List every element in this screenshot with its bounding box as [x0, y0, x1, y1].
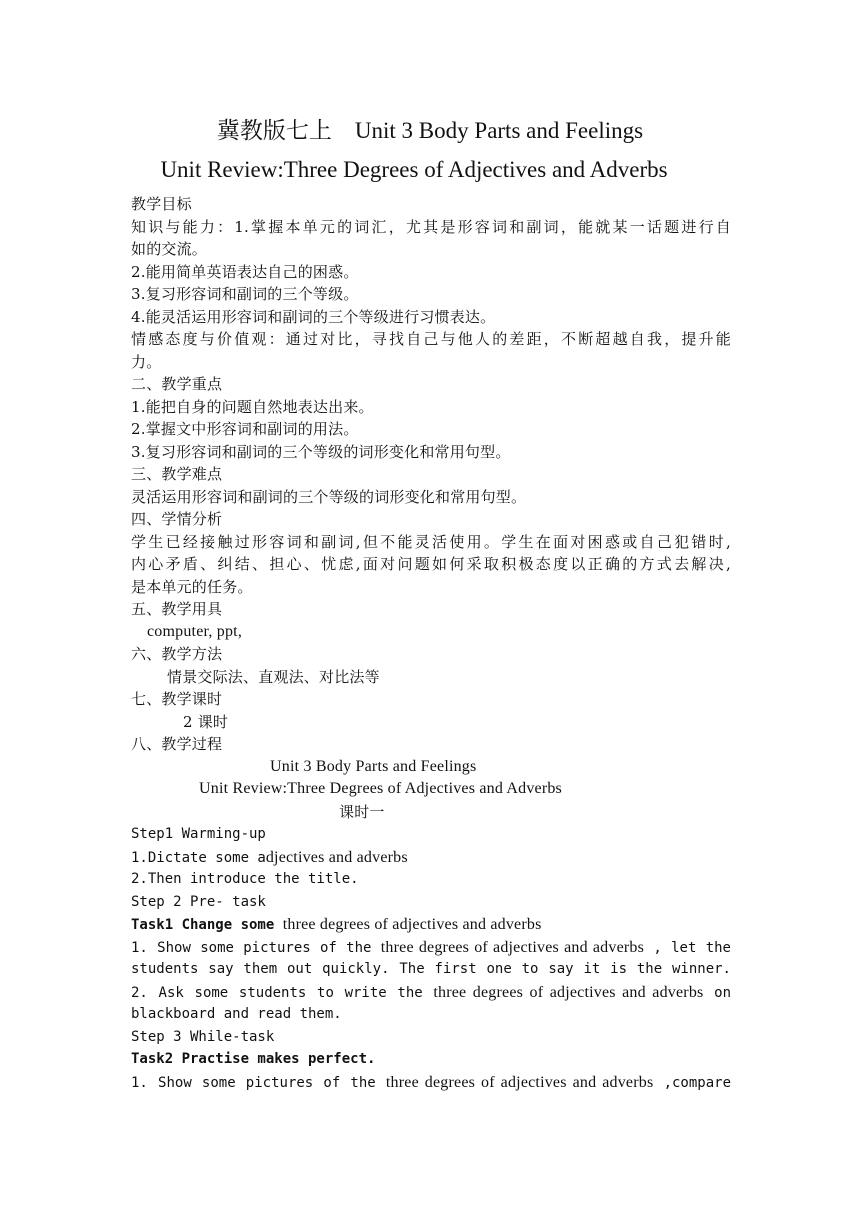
step-heading: Step 3 While-task: [131, 1028, 275, 1045]
analysis-line: 是本单元的任务。: [131, 577, 253, 596]
keypoints-line: 1.能把自身的问题自然地表达出来。: [131, 397, 374, 416]
process-heading: 八、教学过程: [131, 735, 223, 753]
difficulties-heading: 三、教学难点: [131, 465, 223, 483]
task-line: 1. Show some pictures of the three degrees of adjectives and adverbs , let the: [131, 938, 731, 956]
goals-line: 知识与能力：1.掌握本单元的词汇，尤其是形容词和副词，能就某一话题进行自: [131, 217, 731, 236]
task-line: 1. Show some pictures of the three degrees of adjectives and adverbs ,compare: [131, 1073, 731, 1091]
goals-line: 2.能用简单英语表达自己的困惑。: [131, 262, 359, 281]
lesson-label: 课时一: [339, 802, 385, 821]
task-heading: Task1 Change some three degrees of adjectives and adverbs: [131, 916, 542, 933]
process-title: Unit 3 Body Parts and Feelings: [270, 757, 477, 775]
document-body: [131, 193, 731, 1093]
keypoints-line: 2.掌握文中形容词和副词的用法。: [131, 420, 359, 438]
goals-line: 力。: [131, 352, 162, 371]
analysis-line: 内心矛盾、纠结、担心、忧虑,面对问题如何采取积极态度以正确的方式去解决,: [131, 555, 731, 573]
goals-line: 情感态度与价值观：通过对比，寻找自己与他人的差距，不断超越自我，提升能: [131, 330, 731, 348]
goals-line: 4.能灵活运用形容词和副词的三个等级进行习惯表达。: [131, 307, 496, 326]
document-subtitle: Unit Review:Three Degrees of Adjectives and Adverbs: [160, 157, 668, 182]
step-heading: Step1 Warming-up: [131, 826, 266, 842]
step-line: 1.Dictate some adjectives and adverbs: [131, 848, 408, 866]
methods-line: 情景交际法、直观法、对比法等: [167, 667, 380, 686]
task-line: students say them out quickly. The first one to say it is the winner.: [131, 961, 731, 977]
tools-line: computer, ppt,: [147, 622, 243, 640]
periods-line: 2 课时: [183, 712, 229, 731]
goals-line: 3.复习形容词和副词的三个等级。: [131, 285, 359, 303]
tools-heading: 五、教学用具: [131, 600, 223, 618]
task-heading: Task2 Practise makes perfect.: [131, 1051, 376, 1067]
analysis-line: 学生已经接触过形容词和副词,但不能灵活使用。学生在面对困惑或自己犯错时,: [131, 532, 731, 551]
periods-heading: 七、教学课时: [131, 690, 223, 708]
step-line: 2.Then introduce the title.: [131, 871, 359, 887]
goals-line: 如的交流。: [131, 240, 208, 258]
document-title: 冀教版七上 Unit 3 Body Parts and Feelings: [216, 118, 644, 143]
task-line: 2. Ask some students to write the three degrees of adjectives and adverbs on: [131, 983, 731, 1001]
keypoints-heading: 二、教学重点: [131, 375, 223, 393]
analysis-heading: 四、学情分析: [131, 510, 223, 528]
methods-heading: 六、教学方法: [131, 645, 223, 663]
difficulties-line: 灵活运用形容词和副词的三个等级的词形变化和常用句型。: [131, 487, 527, 506]
step-heading: Step 2 Pre- task: [131, 893, 266, 910]
task-line: blackboard and read them.: [131, 1006, 342, 1022]
process-subtitle: Unit Review:Three Degrees of Adjectives and Adverbs: [199, 780, 562, 797]
goals-heading: 教学目标: [131, 195, 192, 213]
keypoints-line: 3.复习形容词和副词的三个等级的词形变化和常用句型。: [131, 442, 511, 461]
